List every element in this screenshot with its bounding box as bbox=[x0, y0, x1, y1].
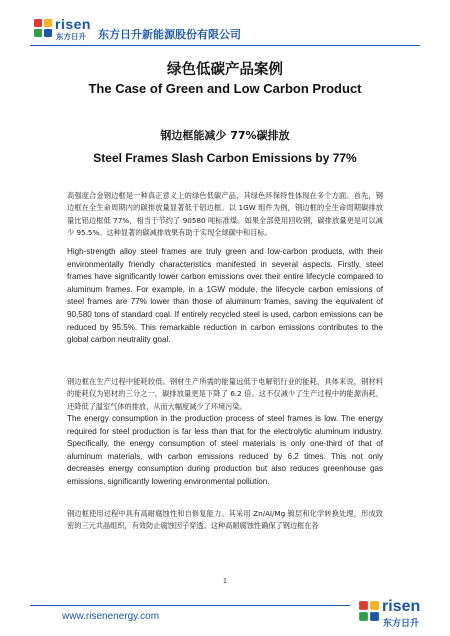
section-title-english: Steel Frames Slash Carbon Emissions by 77% bbox=[93, 151, 357, 165]
paragraph-2-english: The energy consumption in the production process of steel frames is low. The energy required for steel production is far less than that for the electrolytic aluminum industry. Specifically, the energy consumption of steel materials is only one-third of that of aluminum materials, with carbon emissions reduced by 6.2 times. This not only decreases energy consumption during production but also reduces greenhouse gas emissions, significantly lowering environmental pollution. bbox=[67, 414, 383, 486]
logo-wordmark: risen bbox=[55, 16, 91, 32]
footer-divider bbox=[30, 605, 350, 606]
sun-logo-icon bbox=[33, 18, 53, 38]
header-divider bbox=[30, 45, 420, 46]
website-link[interactable]: www.risenenergy.com bbox=[62, 611, 160, 622]
company-name: 东方日升新能源股份有限公司 bbox=[98, 28, 241, 41]
risen-logo bbox=[33, 16, 91, 40]
page-title-chinese: 绿色低碳产品案例 bbox=[167, 62, 283, 78]
footer-risen-logo bbox=[358, 598, 428, 632]
page-number: 1 bbox=[223, 578, 227, 585]
paragraph-2-chinese: 钢边框在生产过程中能耗较低。钢材生产所需的能量远低于电解铝行业的能耗，具体来说，钢材料的能耗仅为铝材的三分之一，碳排放量更是下降了 6.2 倍。这不仅减少了生产过程中的能源消耗，还降低了温室气体的排放，从而大幅度减少了环境污染。 bbox=[67, 377, 383, 411]
logo-chinese-name: 东方日升 bbox=[56, 32, 86, 41]
footer-logo-wordmark: risen bbox=[382, 598, 421, 615]
sun-logo-icon bbox=[358, 600, 380, 622]
paragraph-1-english: High-strength alloy steel frames are truly green and low-carbon products, with their environmentally friendly characteristics manifested in several aspects. Firstly, steel frames have significantly lower carbon emissions over their entire lifecycle compared to aluminum frames. For example, in a 1GW module, the lifecycle carbon emissions of steel frames are 77% lower than those of aluminum frames, saving the equivalent of 90,580 tons of standard coal. If entirely recycled steel is used, carbon emissions can be reduced by 95.5%. This remarkable reduction in carbon emissions contributes to the global carbon neutrality goal. bbox=[67, 247, 383, 345]
section-title-chinese: 钢边框能减少 77%碳排放 bbox=[160, 129, 290, 142]
footer-logo-chinese-name: 东方日升 bbox=[383, 619, 420, 629]
paragraph-3-chinese: 钢边框使用过程中具有高耐腐蚀性和自修复能力。其采用 Zn/Al/Mg 镀层和化学转换处理，形成致密的三元共晶组织，有效防止腐蚀因子穿透。这种高耐腐蚀性确保了钢边框在各 bbox=[67, 509, 383, 531]
page-title-english: The Case of Green and Low Carbon Product bbox=[88, 81, 362, 96]
paragraph-1-chinese: 高强度合金钢边框是一种真正意义上的绿色低碳产品，其绿色环保特性体现在多个方面。首先，钢边框在全生命周期内的碳排放量显著低于铝边框。以 1GW 组件为例，钢边框的全生命周期碳排放量比铝边框低 77%，相当于节约了 90580 吨标准煤。如果全部使用回收钢，碳排放量更是可以减少 95.5%。这种显著的碳减排效果有助于实现全球碳中和目标。 bbox=[67, 191, 383, 238]
page-header bbox=[0, 0, 450, 44]
